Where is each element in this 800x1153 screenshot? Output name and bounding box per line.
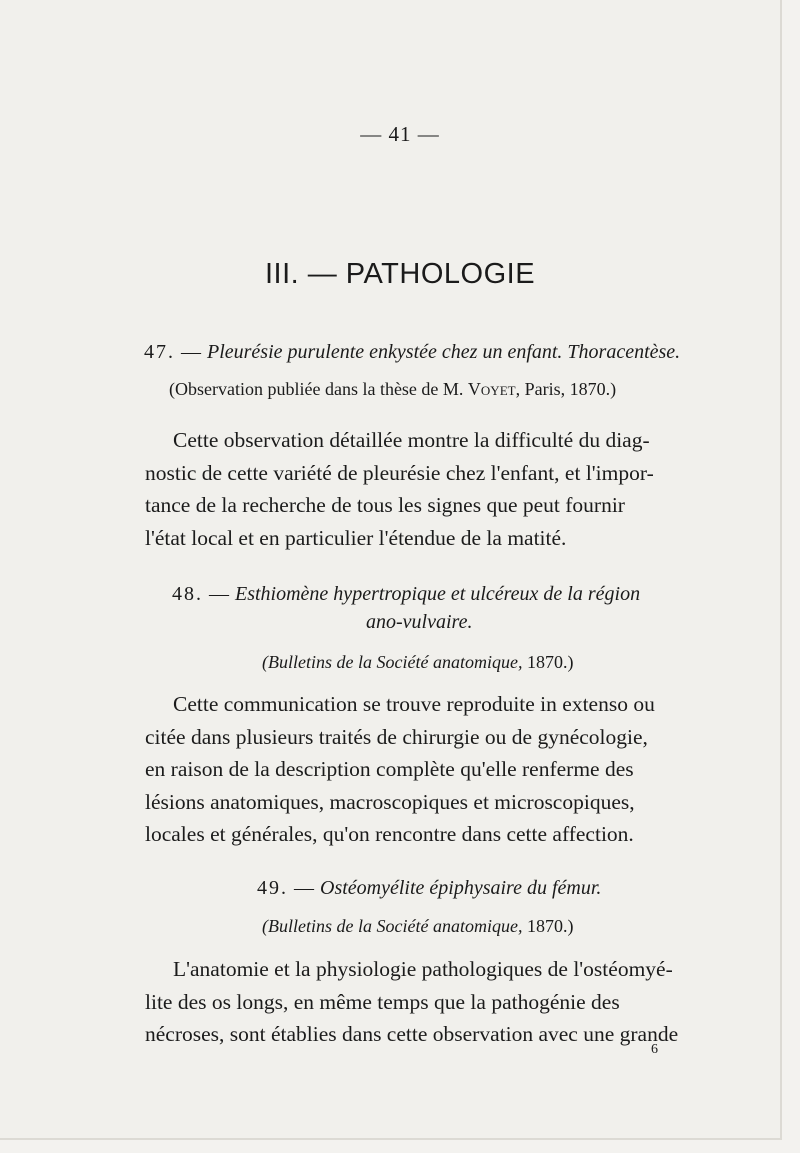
entry-number: 48. [172,583,203,605]
source-journal: (Bulletins de la Société anatomique, [262,916,523,936]
entry-48-source [262,652,573,673]
section-title: III. — PATHOLOGIE [264,258,536,290]
entry-48-body [145,688,698,851]
entry-48-heading-cont: ano-vulvaire. [366,611,473,633]
entry-dash: — [181,341,201,363]
body-line: lésions anatomiques, macroscopiques et microscopiques, [145,789,635,814]
body-line: nostic de cette variété de pleurésie chez l'enfant, et l'impor- [145,460,654,485]
entry-47-body [145,424,698,554]
body-line: l'état local et en particulier l'étendue de la matité. [145,525,567,550]
source-prefix: (Observation publiée dans la thèse de M. [169,379,464,399]
body-line: L'anatomie et la physiologie pathologiques de l'ostéomyé- [173,957,673,981]
source-suffix: , Paris, 1870.) [515,379,617,399]
body-line: Cette observation détaillée montre la difficulté du diag- [173,428,650,452]
entry-49-source [262,916,573,937]
entry-title: Ostéomyélite épiphysaire du fémur. [320,877,602,899]
source-journal: (Bulletins de la Société anatomique, [262,652,523,672]
body-line: nécroses, sont établies dans cette observation avec une grande [145,1022,679,1046]
signature-mark: 6 [651,1042,658,1057]
entry-number: 49. [257,877,288,899]
entry-dash: — [294,877,314,899]
source-author: Voyet [467,379,516,399]
entry-49-heading [257,877,601,900]
entry-title: Pleurésie purulente enkystée chez un enfant. Thoracentèse. [207,341,681,363]
source-year: 1870.) [522,916,574,936]
entry-49-body [145,953,698,1051]
source-year: 1870.) [522,652,574,672]
body-line: Cette communication se trouve reproduite in extenso ou [173,692,655,716]
body-line: en raison de la description complète qu'elle renferme des [145,757,634,781]
entry-47-source [169,379,616,400]
body-line: citée dans plusieurs traités de chirurgie ou de gynécologie, [145,724,648,749]
page-number: — 41 — [360,122,440,146]
entry-title: Esthiomène hypertropique et ulcéreux de la région [235,583,641,605]
entry-dash: — [209,583,229,605]
body-line: lite des os longs, en même temps que la pathogénie des [145,989,620,1014]
entry-number: 47. [144,341,175,363]
entry-47-heading [144,341,680,364]
body-line: tance de la recherche de tous les signes que peut fournir [145,493,625,517]
entry-48-heading [172,583,640,606]
body-line: locales et générales, qu'on rencontre dans cette affection. [145,822,634,846]
